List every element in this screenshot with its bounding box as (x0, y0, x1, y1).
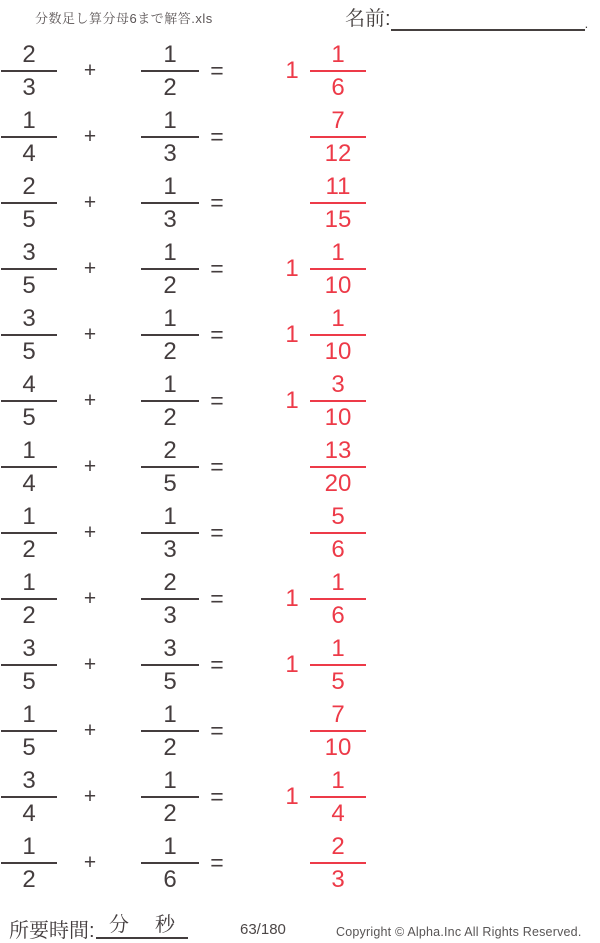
plus-operator: + (83, 389, 97, 412)
addend-2-fraction (141, 633, 199, 697)
addend-2-denominator: 2 (163, 74, 177, 101)
problem-row (0, 237, 400, 301)
addend-2-denominator: 2 (163, 800, 177, 827)
addend-2-denominator: 5 (163, 668, 177, 695)
answer-fraction (310, 567, 366, 631)
addend-1-numerator: 3 (22, 305, 36, 332)
problem-row (0, 567, 400, 631)
addend-1-numerator: 1 (22, 701, 36, 728)
addend-1-numerator: 2 (22, 173, 36, 200)
addend-1-numerator: 2 (22, 41, 36, 68)
addend-1-denominator: 4 (22, 140, 36, 167)
answer-denominator: 10 (324, 272, 352, 299)
addend-2-fraction (141, 501, 199, 565)
answer-denominator: 5 (331, 668, 345, 695)
footer (0, 905, 600, 943)
addend-1-numerator: 4 (22, 371, 36, 398)
addend-1-denominator: 5 (22, 668, 36, 695)
addend-2-fraction (141, 39, 199, 103)
answer-numerator: 13 (324, 437, 352, 464)
equals-sign: = (210, 57, 224, 84)
problem-row (0, 633, 400, 697)
addend-2-numerator: 2 (163, 437, 177, 464)
answer-numerator: 7 (331, 701, 345, 728)
equals-sign: = (210, 255, 224, 282)
answer-whole-number: 1 (285, 651, 299, 678)
addend-1-denominator: 5 (22, 272, 36, 299)
addend-1-fraction (1, 765, 57, 829)
time-required-label: 所要時間: (9, 920, 95, 942)
equals-sign: = (210, 717, 224, 744)
addend-1-denominator: 2 (22, 536, 36, 563)
addend-2-numerator: 1 (163, 701, 177, 728)
addend-2-denominator: 3 (163, 206, 177, 233)
addend-2-fraction (141, 435, 199, 499)
addend-1-fraction (1, 831, 57, 895)
plus-operator: + (83, 521, 97, 544)
addend-2-denominator: 6 (163, 866, 177, 893)
answer-fraction (310, 303, 366, 367)
minutes-unit-label: 分 (109, 914, 129, 936)
addend-1-fraction (1, 567, 57, 631)
answer-numerator: 7 (331, 107, 345, 134)
answer-denominator: 12 (324, 140, 352, 167)
addend-1-denominator: 5 (22, 338, 36, 365)
answer-fraction (310, 699, 366, 763)
name-label: 名前: (345, 8, 391, 30)
answer-fraction (310, 369, 366, 433)
equals-sign: = (210, 189, 224, 216)
answer-denominator: 10 (324, 734, 352, 761)
addend-2-denominator: 2 (163, 272, 177, 299)
equals-sign: = (210, 585, 224, 612)
answer-numerator: 1 (331, 41, 345, 68)
answer-numerator: 1 (331, 767, 345, 794)
addend-1-fraction (1, 501, 57, 565)
answer-fraction (310, 633, 366, 697)
answer-whole-number: 1 (285, 321, 299, 348)
addend-1-denominator: 5 (22, 734, 36, 761)
addend-1-fraction (1, 699, 57, 763)
addend-1-denominator: 4 (22, 470, 36, 497)
equals-sign: = (210, 387, 224, 414)
addend-1-numerator: 3 (22, 239, 36, 266)
plus-operator: + (83, 125, 97, 148)
problem-row (0, 303, 400, 367)
addend-1-denominator: 3 (22, 74, 36, 101)
answer-numerator: 11 (325, 173, 351, 200)
plus-operator: + (83, 59, 97, 82)
seconds-unit-label: 秒 (155, 914, 175, 936)
equals-sign: = (210, 849, 224, 876)
problem-row (0, 39, 400, 103)
answer-numerator: 1 (331, 305, 345, 332)
addend-2-denominator: 3 (163, 140, 177, 167)
addend-1-numerator: 1 (22, 437, 36, 464)
addend-2-numerator: 1 (163, 371, 177, 398)
addend-2-numerator: 1 (163, 41, 177, 68)
addend-2-denominator: 3 (163, 536, 177, 563)
addend-1-fraction (1, 633, 57, 697)
problem-row (0, 369, 400, 433)
addend-2-fraction (141, 831, 199, 895)
addend-1-numerator: 3 (22, 767, 36, 794)
addend-2-numerator: 1 (163, 503, 177, 530)
answer-fraction (310, 171, 366, 235)
equals-sign: = (210, 321, 224, 348)
addend-1-fraction (1, 303, 57, 367)
answer-fraction (310, 435, 366, 499)
addend-1-numerator: 3 (22, 635, 36, 662)
equals-sign: = (210, 453, 224, 480)
problem-row (0, 831, 400, 895)
answer-denominator: 3 (331, 866, 345, 893)
addend-2-denominator: 5 (163, 470, 177, 497)
name-line-end: . (584, 16, 589, 31)
addend-1-fraction (1, 435, 57, 499)
equals-sign: = (210, 783, 224, 810)
addend-2-fraction (141, 237, 199, 301)
addend-1-numerator: 1 (22, 107, 36, 134)
plus-operator: + (83, 851, 97, 874)
plus-operator: + (83, 455, 97, 478)
addend-2-numerator: 1 (163, 767, 177, 794)
addend-2-numerator: 1 (163, 107, 177, 134)
addend-1-numerator: 1 (22, 569, 36, 596)
answer-denominator: 10 (324, 338, 352, 365)
problem-row (0, 501, 400, 565)
answer-denominator: 10 (324, 404, 352, 431)
addend-1-denominator: 5 (22, 404, 36, 431)
equals-sign: = (210, 519, 224, 546)
addend-2-numerator: 2 (163, 569, 177, 596)
plus-operator: + (83, 191, 97, 214)
answer-fraction (310, 501, 366, 565)
addend-1-denominator: 5 (22, 206, 36, 233)
page-indicator: 63/180 (240, 921, 286, 938)
answer-denominator: 15 (324, 206, 352, 233)
addend-1-denominator: 4 (22, 800, 36, 827)
answer-whole-number: 1 (285, 585, 299, 612)
plus-operator: + (83, 785, 97, 808)
addend-2-fraction (141, 699, 199, 763)
addend-1-fraction (1, 171, 57, 235)
addend-1-denominator: 2 (22, 866, 36, 893)
addend-2-numerator: 1 (163, 173, 177, 200)
answer-numerator: 3 (331, 371, 345, 398)
copyright-text: Copyright © Alpha.Inc All Rights Reserved. (336, 925, 582, 939)
problem-row (0, 435, 400, 499)
answer-whole-number: 1 (285, 783, 299, 810)
answer-fraction (310, 39, 366, 103)
addend-2-fraction (141, 369, 199, 433)
name-field (345, 7, 588, 31)
plus-operator: + (83, 653, 97, 676)
plus-operator: + (83, 587, 97, 610)
answer-denominator: 6 (331, 602, 345, 629)
answer-numerator: 1 (331, 239, 345, 266)
answer-numerator: 1 (331, 569, 345, 596)
answer-denominator: 20 (324, 470, 352, 497)
addend-2-fraction (141, 303, 199, 367)
addend-2-fraction (141, 105, 199, 169)
problem-row (0, 171, 400, 235)
equals-sign: = (210, 123, 224, 150)
addend-1-fraction (1, 39, 57, 103)
addend-2-fraction (141, 765, 199, 829)
plus-operator: + (83, 257, 97, 280)
addend-2-denominator: 2 (163, 338, 177, 365)
addend-2-denominator: 2 (163, 734, 177, 761)
answer-fraction (310, 831, 366, 895)
addend-2-fraction (141, 567, 199, 631)
addend-2-numerator: 1 (163, 833, 177, 860)
addend-1-denominator: 2 (22, 602, 36, 629)
addend-2-fraction (141, 171, 199, 235)
problem-row (0, 699, 400, 763)
addend-2-numerator: 1 (163, 305, 177, 332)
addend-1-numerator: 1 (22, 833, 36, 860)
problem-row (0, 765, 400, 829)
addend-1-fraction (1, 105, 57, 169)
answer-fraction (310, 765, 366, 829)
answer-whole-number: 1 (285, 255, 299, 282)
answer-denominator: 6 (331, 74, 345, 101)
answer-numerator: 5 (331, 503, 345, 530)
answer-denominator: 4 (331, 800, 345, 827)
file-title: 分数足し算分母6まで解答.xls (35, 11, 213, 26)
equals-sign: = (210, 651, 224, 678)
answer-fraction (310, 237, 366, 301)
answer-whole-number: 1 (285, 387, 299, 414)
problem-row (0, 105, 400, 169)
answer-fraction (310, 105, 366, 169)
addend-2-denominator: 2 (163, 404, 177, 431)
answer-numerator: 1 (331, 635, 345, 662)
answer-whole-number: 1 (285, 57, 299, 84)
addend-2-numerator: 1 (163, 239, 177, 266)
plus-operator: + (83, 323, 97, 346)
name-underline (391, 7, 585, 31)
addend-1-fraction (1, 237, 57, 301)
addend-1-numerator: 1 (22, 503, 36, 530)
addend-1-fraction (1, 369, 57, 433)
answer-denominator: 6 (331, 536, 345, 563)
addend-2-numerator: 3 (163, 635, 177, 662)
addend-2-denominator: 3 (163, 602, 177, 629)
time-entry-line (96, 911, 188, 939)
answer-numerator: 2 (331, 833, 345, 860)
plus-operator: + (83, 719, 97, 742)
